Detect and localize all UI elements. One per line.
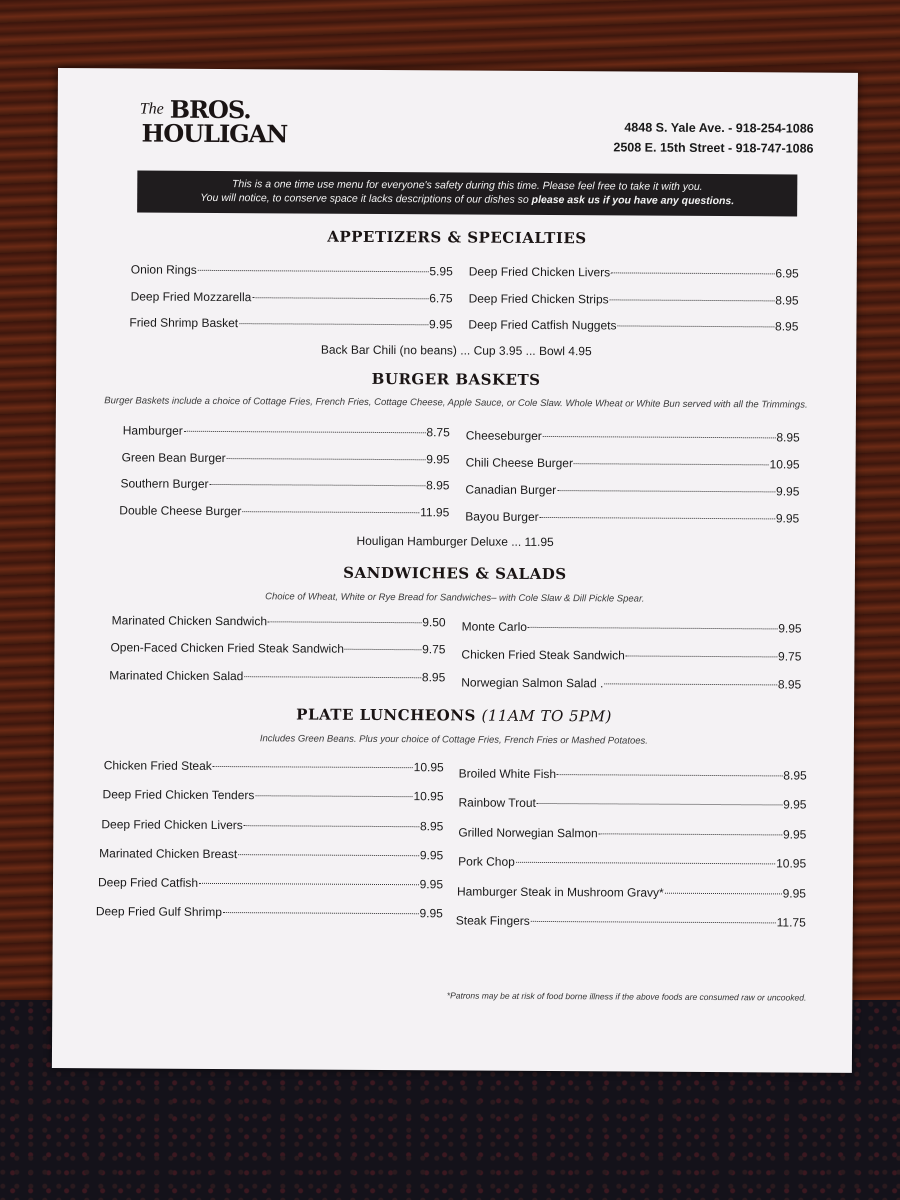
dot-leader <box>198 270 429 272</box>
menu-item <box>458 825 806 841</box>
menu-item <box>119 503 449 519</box>
item-price: 9.95 <box>419 848 444 863</box>
address-line: 2508 E. 15th Street - 918-747-1086 <box>613 140 814 156</box>
notice-line-1: This is a one time use menu for everyone's safety during this time. Please feel free to take it with you. <box>231 178 703 193</box>
item-name: Cheeseburger <box>465 428 542 443</box>
item-name: Green Bean Burger <box>121 450 226 466</box>
item-price: 8.95 <box>783 768 807 783</box>
dot-leader <box>223 912 419 914</box>
menu-item <box>131 262 453 278</box>
dot-leader <box>626 655 777 657</box>
item-name: Fried Shrimp Basket <box>129 315 239 331</box>
dot-leader <box>516 862 775 865</box>
menu-item <box>468 318 798 334</box>
sandwich-note: Choice of Wheat, White or Rye Bread for Sandwiches– with Cole Slaw & Dill Pickle Spear. <box>265 591 645 605</box>
item-name: Hamburger <box>122 423 183 438</box>
dot-leader <box>255 795 412 797</box>
menu-item <box>98 875 443 891</box>
item-name: Deep Fried Chicken Livers <box>101 817 243 833</box>
dot-leader <box>244 676 421 678</box>
item-name: Monte Carlo <box>461 619 528 634</box>
menu-item <box>101 817 443 833</box>
dot-leader <box>618 325 775 327</box>
menu-item <box>110 640 445 656</box>
dot-leader <box>227 458 426 460</box>
notice-emphasis: please ask us if you have any questions. <box>531 193 735 208</box>
dot-leader <box>238 854 419 856</box>
address-block <box>613 117 813 158</box>
item-price: 8.95 <box>421 670 446 685</box>
deluxe-line: Houligan Hamburger Deluxe ... 11.95 <box>356 533 554 550</box>
item-price: 9.50 <box>422 615 446 630</box>
menu-item <box>112 613 446 629</box>
dot-leader <box>537 803 782 805</box>
section-title-appetizers: APPETIZERS & SPECIALTIES <box>327 227 587 248</box>
item-name: Deep Fried Mozzarella <box>130 289 252 305</box>
item-name: Grilled Norwegian Salmon <box>458 825 598 841</box>
menu-item <box>466 455 800 471</box>
dot-leader <box>610 299 775 301</box>
dot-leader <box>540 517 775 519</box>
dot-leader <box>604 683 777 685</box>
logo-the: The <box>139 100 164 118</box>
dot-leader <box>611 272 774 274</box>
menu-item <box>109 668 445 684</box>
notice-line-2 <box>137 190 797 208</box>
menu-item <box>457 884 806 900</box>
dot-leader <box>213 766 413 768</box>
item-name: Pork Chop <box>458 854 515 869</box>
item-price: 9.95 <box>419 906 443 921</box>
logo-name: HOULIGAN <box>141 118 288 149</box>
item-name: Chicken Fried Steak Sandwich <box>461 647 625 663</box>
dot-leader <box>543 436 776 438</box>
item-name: Double Cheese Burger <box>119 503 242 519</box>
menu-item <box>458 795 806 811</box>
dot-leader <box>239 323 428 325</box>
item-price: 11.95 <box>420 505 450 520</box>
item-price: 9.95 <box>429 317 453 332</box>
item-name: Deep Fried Chicken Strips <box>468 291 609 307</box>
item-name: Open-Faced Chicken Fried Steak Sandwich <box>110 640 344 656</box>
item-price: 6.95 <box>775 266 799 281</box>
dot-leader <box>557 490 775 492</box>
item-name: Onion Rings <box>130 262 197 277</box>
plates-title: PLATE LUNCHEONS <box>296 705 476 725</box>
menu-item <box>131 289 453 305</box>
item-price: 9.95 <box>783 797 807 812</box>
menu-item <box>469 292 799 308</box>
item-name: Marinated Chicken Salad <box>109 668 244 684</box>
item-price: 9.75 <box>778 649 802 664</box>
dot-leader <box>244 825 419 827</box>
dot-leader <box>210 484 426 486</box>
address-line: 4848 S. Yale Ave. - 918-254-1086 <box>624 120 814 136</box>
item-price: 8.95 <box>776 430 800 445</box>
plates-hours: (11AM TO 5PM) <box>481 706 612 726</box>
item-name: Bayou Burger <box>465 509 539 524</box>
dot-leader <box>599 833 782 835</box>
item-price: 9.95 <box>775 511 800 526</box>
dot-leader <box>528 627 777 630</box>
item-name: Deep Fried Chicken Livers <box>468 264 611 280</box>
menu-item <box>465 482 799 498</box>
item-price: 8.95 <box>426 478 450 493</box>
item-name: Marinated Chicken Breast <box>99 846 238 862</box>
menu-item <box>461 647 801 663</box>
menu-item <box>469 265 799 281</box>
menu-item <box>459 766 807 782</box>
item-price: 11.75 <box>776 915 806 930</box>
item-price: 9.95 <box>782 827 807 842</box>
dot-leader <box>531 921 776 923</box>
menu-item <box>129 315 452 331</box>
dot-leader <box>268 621 421 623</box>
dot-leader <box>557 774 782 776</box>
menu-item <box>120 476 449 492</box>
item-price: 10.95 <box>776 856 807 871</box>
dot-leader <box>199 883 419 885</box>
menu-item <box>103 787 444 803</box>
menu-item <box>99 846 443 862</box>
item-name: Rainbow Trout <box>458 795 536 810</box>
dot-leader <box>184 431 426 433</box>
item-name: Steak Fingers <box>455 913 530 928</box>
menu-item <box>123 423 450 439</box>
item-name: Broiled White Fish <box>458 766 557 782</box>
item-name: Norwegian Salmon Salad . <box>461 675 604 691</box>
menu-item <box>122 450 450 466</box>
plates-note: Includes Green Beans. Plus your choice of Cottage Fries, French Fries or Mashed Potatoes. <box>259 733 648 747</box>
item-price: 8.95 <box>419 819 444 834</box>
item-price: 9.95 <box>782 886 807 901</box>
logo-bros: BROS. <box>169 94 251 125</box>
menu-item <box>465 509 799 525</box>
food-safety-footnote: *Patrons may be at risk of food borne illness if the above foods are consumed raw or uncooked. <box>446 990 807 1003</box>
item-price: 10.95 <box>413 760 444 775</box>
dot-leader <box>345 649 421 650</box>
item-name: Deep Fried Catfish Nuggets <box>468 317 617 333</box>
item-name: Canadian Burger <box>465 482 557 498</box>
notice-banner <box>137 170 797 216</box>
item-price: 9.95 <box>426 452 450 467</box>
menu-item <box>461 675 801 691</box>
chili-line: Back Bar Chili (no beans) ... Cup 3.95 ... Bowl 4.95 <box>320 342 592 359</box>
item-price: 10.95 <box>769 457 800 472</box>
item-price: 10.95 <box>413 789 444 804</box>
dot-leader <box>242 511 419 513</box>
item-price: 9.75 <box>422 642 446 657</box>
menu-item <box>104 758 444 774</box>
menu-item <box>96 904 443 920</box>
menu-item <box>462 619 802 635</box>
notice-text: You will notice, to conserve space it lacks descriptions of our dishes so <box>200 191 532 206</box>
item-name: Southern Burger <box>120 476 209 491</box>
item-name: Deep Fried Chicken Tenders <box>102 787 255 803</box>
dot-leader <box>574 463 769 465</box>
item-price: 8.75 <box>426 425 450 440</box>
item-price: 9.95 <box>419 877 444 892</box>
item-price: 8.95 <box>775 319 799 334</box>
item-name: Deep Fried Catfish <box>97 875 199 890</box>
section-title-plates <box>54 704 854 727</box>
burger-note: Burger Baskets include a choice of Cottage Fries, French Fries, Cottage Cheese, Apple Sauce, or Cole Slaw. Whole Wheat or White Bun served with all the Trimmings. <box>104 395 808 411</box>
menu-item <box>458 854 806 870</box>
menu-item <box>466 428 800 444</box>
menu-sheet <box>52 68 858 1073</box>
item-price: 6.75 <box>429 291 453 306</box>
item-name: Deep Fried Gulf Shrimp <box>95 904 222 920</box>
item-name: Chicken Fried Steak <box>103 758 212 773</box>
item-price: 8.95 <box>775 293 799 308</box>
menu-item <box>456 913 806 929</box>
item-price: 8.95 <box>777 677 802 692</box>
item-price: 9.95 <box>778 621 802 636</box>
item-name: Marinated Chicken Sandwich <box>111 613 268 629</box>
section-title-sandwiches: SANDWICHES & SALADS <box>343 563 567 584</box>
item-name: Hamburger Steak in Mushroom Gravy* <box>456 884 664 900</box>
item-price: 9.95 <box>776 484 800 499</box>
dot-leader <box>252 297 428 299</box>
item-name: Chili Cheese Burger <box>465 455 574 471</box>
dot-leader <box>665 893 782 895</box>
section-title-burgers: BURGER BASKETS <box>371 369 541 389</box>
item-price: 5.95 <box>429 264 453 279</box>
